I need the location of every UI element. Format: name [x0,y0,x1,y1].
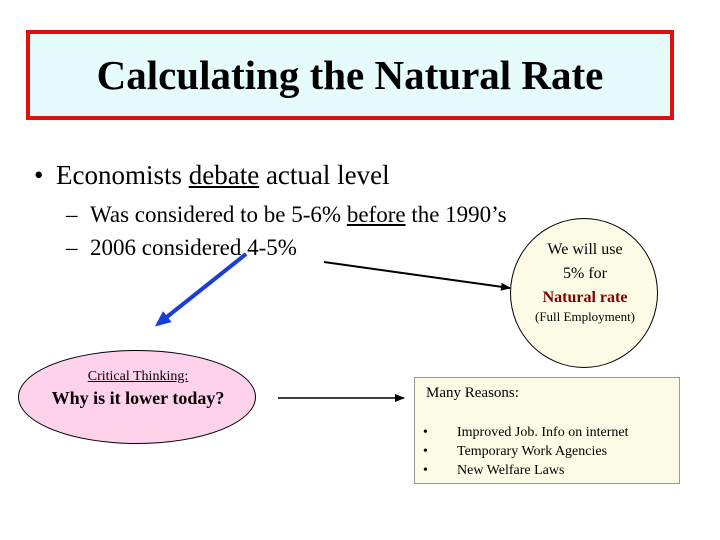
bullet-dot: • [423,444,428,459]
bullet-underlined-word: debate [188,160,260,190]
sub-dash: – [66,202,78,227]
reason-text: Improved Job. Info on internet [457,425,629,440]
reason-text: Temporary Work Agencies [457,444,608,459]
sub-underlined-word: before [346,202,406,227]
reason-text: New Welfare Laws [457,463,565,478]
blue-arrow-to-critical-thinking [158,254,246,324]
circle-line-1: We will use [547,241,623,258]
reasons-heading: Many Reasons: [426,385,519,401]
sub-suffix: the 1990’s [405,202,507,227]
circle-line-3: Natural rate [542,289,628,306]
slide-title: Calculating the Natural Rate [96,52,604,98]
sub-dash: – [66,235,78,260]
circle-line-4: (Full Employment) [534,309,636,324]
bullet-dot: • [423,463,428,478]
circle-line-2: 5% for [563,265,607,282]
bullet-suffix: actual level [259,160,390,190]
bullet-prefix: Economists [56,160,189,190]
critical-thinking-question: Why is it lower today? [51,388,225,408]
sub-prefix: Was considered to be 5-6% [90,202,347,227]
sub-text: 2006 considered 4-5% [90,235,297,260]
arrow-to-natural-rate [324,262,510,288]
bullet-dot: • [34,160,44,190]
bullet-dot: • [423,425,428,440]
critical-thinking-label: Critical Thinking: [87,369,189,384]
